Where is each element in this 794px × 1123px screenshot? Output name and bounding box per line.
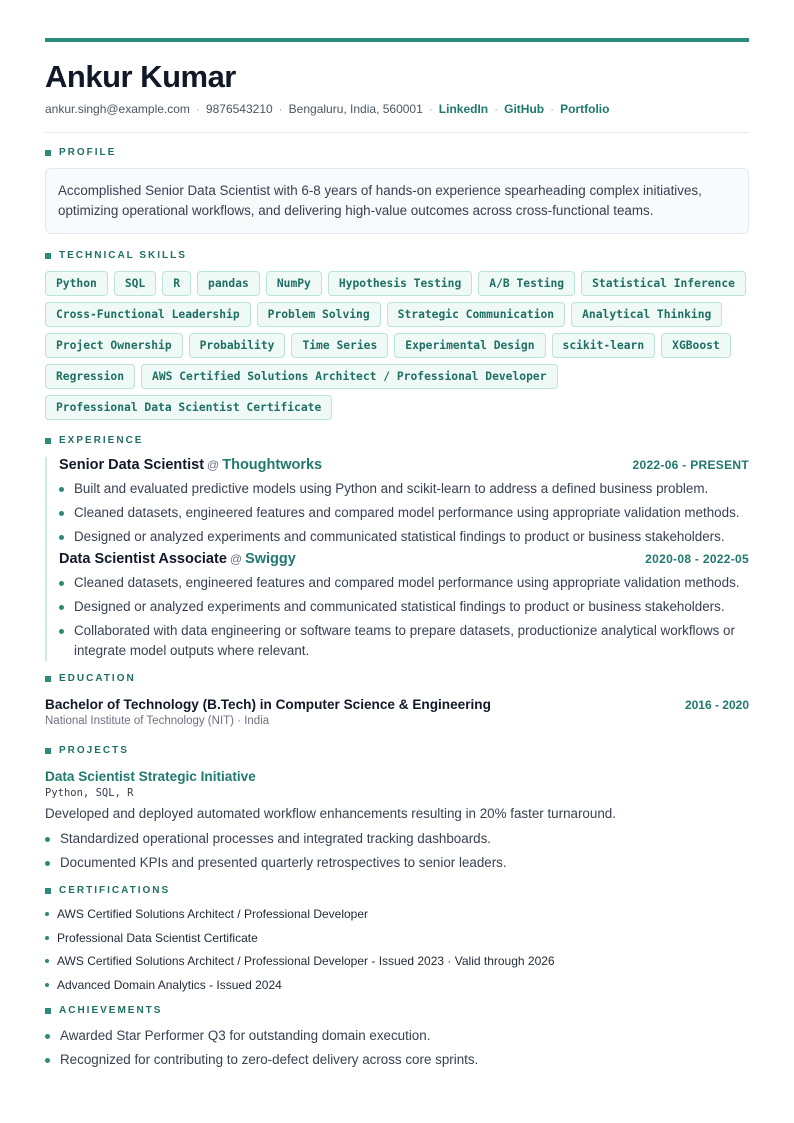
job-title: Senior Data Scientist @ Thoughtworks bbox=[59, 457, 323, 473]
skill-chip: Regression bbox=[45, 364, 135, 389]
skill-chip: Problem Solving bbox=[257, 302, 381, 327]
phone: 9876543210 bbox=[205, 102, 273, 116]
skill-chip: scikit-learn bbox=[552, 333, 656, 358]
achievements-list bbox=[45, 1026, 749, 1070]
skill-chip: Project Ownership bbox=[45, 333, 183, 358]
separator: · bbox=[195, 102, 200, 116]
job-bullets bbox=[59, 573, 749, 661]
project-bullets bbox=[45, 829, 749, 873]
certifications-heading: CERTIFICATIONS bbox=[45, 885, 749, 897]
education-heading: EDUCATION bbox=[45, 673, 749, 685]
education-entry bbox=[45, 697, 749, 712]
skill-chip: R bbox=[162, 271, 191, 296]
skill-chip: XGBoost bbox=[661, 333, 731, 358]
skill-chip: Probability bbox=[189, 333, 286, 358]
certifications-list bbox=[45, 906, 749, 993]
section-marker-icon bbox=[45, 150, 51, 156]
resume-page bbox=[45, 38, 749, 1074]
skills-list bbox=[45, 271, 749, 420]
skill-chip: Statistical Inference bbox=[581, 271, 746, 296]
project-tech: Python, SQL, R bbox=[45, 787, 134, 799]
achievements-heading: ACHIEVEMENTS bbox=[45, 1005, 749, 1017]
candidate-name: Ankur Kumar bbox=[45, 59, 236, 94]
skill-chip: Cross-Functional Leadership bbox=[45, 302, 251, 327]
skill-chip: Hypothesis Testing bbox=[328, 271, 472, 296]
list-item: Cleaned datasets, engineered features and compared model performance using appropriate validation methods. bbox=[59, 573, 749, 593]
list-item: Awarded Star Performer Q3 for outstanding domain execution. bbox=[45, 1026, 749, 1046]
header-divider bbox=[45, 132, 749, 133]
skill-chip: NumPy bbox=[266, 271, 322, 296]
skill-chip: Professional Data Scientist Certificate bbox=[45, 395, 332, 420]
job-title: Data Scientist Associate @ Swiggy bbox=[59, 551, 296, 567]
section-marker-icon bbox=[45, 888, 51, 894]
skill-chip: SQL bbox=[114, 271, 156, 296]
separator: · bbox=[494, 102, 499, 116]
degree: Bachelor of Technology (B.Tech) in Computer Science & Engineering bbox=[45, 697, 491, 712]
job-bullets bbox=[59, 479, 749, 547]
experience-heading: EXPERIENCE bbox=[45, 435, 749, 447]
list-item: Built and evaluated predictive models using Python and scikit-learn to address a defined business problem. bbox=[59, 479, 749, 499]
skills-heading: TECHNICAL SKILLS bbox=[45, 250, 749, 262]
job-entry bbox=[59, 457, 749, 547]
section-marker-icon bbox=[45, 1008, 51, 1014]
list-item: Standardized operational processes and integrated tracking dashboards. bbox=[45, 829, 749, 849]
list-item: Designed or analyzed experiments and communicated statistical findings to product or business stakeholders. bbox=[59, 527, 749, 547]
section-marker-icon bbox=[45, 676, 51, 682]
list-item: Advanced Domain Analytics - Issued 2024 bbox=[45, 977, 749, 993]
skill-chip: Analytical Thinking bbox=[571, 302, 722, 327]
section-marker-icon bbox=[45, 253, 51, 259]
section-marker-icon bbox=[45, 748, 51, 754]
job-dates: 2020-08 - 2022-05 bbox=[645, 552, 749, 566]
profile-summary: Accomplished Senior Data Scientist with 6-8 years of hands-on experience spearheading complex initiatives, optimizing operational workflows, and delivering high-value outcomes across cross-functional teams. bbox=[45, 168, 749, 234]
education-dates: 2016 - 2020 bbox=[684, 698, 749, 712]
list-item: Designed or analyzed experiments and communicated statistical findings to product or business stakeholders. bbox=[59, 597, 749, 617]
linkedin-link[interactable]: LinkedIn bbox=[438, 102, 489, 116]
list-item: Documented KPIs and presented quarterly retrospectives to senior leaders. bbox=[45, 853, 749, 873]
skill-chip: pandas bbox=[197, 271, 260, 296]
email[interactable]: ankur.singh@example.com bbox=[45, 102, 190, 116]
github-link[interactable]: GitHub bbox=[504, 102, 545, 116]
list-item: AWS Certified Solutions Architect / Professional Developer - Issued 2023 · Valid through 2026 bbox=[45, 953, 749, 969]
separator: · bbox=[550, 102, 555, 116]
projects-heading: PROJECTS bbox=[45, 745, 749, 757]
company-name: Swiggy bbox=[245, 551, 296, 567]
section-marker-icon bbox=[45, 438, 51, 444]
institution: National Institute of Technology (NIT) · India bbox=[45, 715, 270, 727]
list-item: AWS Certified Solutions Architect / Professional Developer bbox=[45, 906, 749, 922]
project-title: Data Scientist Strategic Initiative bbox=[45, 769, 256, 784]
location: Bengaluru, India, 560001 bbox=[288, 102, 423, 116]
contact-line bbox=[45, 101, 749, 117]
list-item: Professional Data Scientist Certificate bbox=[45, 930, 749, 946]
profile-heading: PROFILE bbox=[45, 147, 749, 159]
job-dates: 2022-06 - PRESENT bbox=[632, 458, 749, 472]
list-item: Recognized for contributing to zero-defect delivery across core sprints. bbox=[45, 1050, 749, 1070]
list-item: Collaborated with data engineering or software teams to prepare datasets, productionize analytical workflows or integrate model outputs where relevant. bbox=[59, 621, 749, 661]
portfolio-link[interactable]: Portfolio bbox=[560, 102, 610, 116]
skill-chip: Strategic Communication bbox=[387, 302, 565, 327]
company-name: Thoughtworks bbox=[222, 457, 323, 473]
skill-chip: Python bbox=[45, 271, 108, 296]
top-accent-rule bbox=[45, 38, 749, 42]
separator: · bbox=[278, 102, 283, 116]
skill-chip: AWS Certified Solutions Architect / Professional Developer bbox=[141, 364, 557, 389]
job-entry bbox=[59, 551, 749, 661]
list-item: Cleaned datasets, engineered features and compared model performance using appropriate validation methods. bbox=[59, 503, 749, 523]
separator: · bbox=[428, 102, 433, 116]
skill-chip: Time Series bbox=[291, 333, 388, 358]
skill-chip: A/B Testing bbox=[478, 271, 575, 296]
experience-list bbox=[45, 457, 749, 661]
skill-chip: Experimental Design bbox=[394, 333, 545, 358]
project-description: Developed and deployed automated workflow enhancements resulting in 20% faster turnaround. bbox=[45, 806, 616, 821]
